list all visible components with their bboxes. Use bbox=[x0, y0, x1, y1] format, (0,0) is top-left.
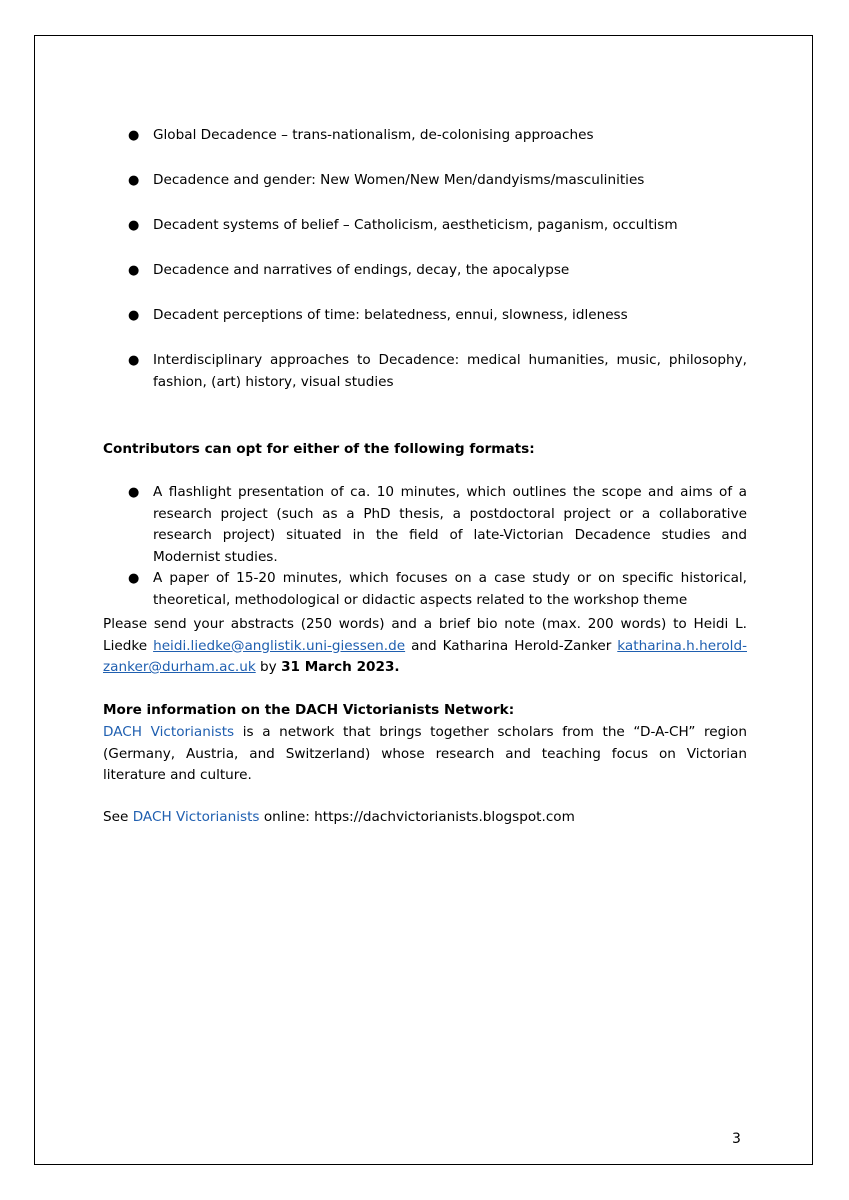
email-link-herold-zanker[interactable]: katharina.h.herold-zanker@durham.ac.uk bbox=[103, 637, 747, 675]
bullet-icon: ● bbox=[128, 218, 140, 233]
list-item: ● Interdisciplinary approaches to Decadence: medical humanities, music, philosophy, fashion, (art) history, visual studies bbox=[128, 352, 747, 390]
network-name-link[interactable]: DACH Victorianists bbox=[103, 724, 235, 740]
list-item: ● Decadence and gender: New Women/New Men/dandyisms/masculinities bbox=[103, 170, 747, 192]
list-item: ● Global Decadence – trans-nationalism, de-colonising approaches bbox=[103, 125, 747, 147]
page-number: 3 bbox=[732, 1131, 741, 1147]
bullet-icon: ● bbox=[128, 263, 140, 278]
online-paragraph: See DACH Victorianists online: https://dachvictorianists.blogspot.com bbox=[103, 809, 575, 825]
formats-list bbox=[103, 482, 747, 611]
submission-paragraph: Please send your abstracts (250 words) and a brief bio note (max. 200 words) to Heidi L. Liedke heidi.liedke@anglistik.uni-giessen.de and Katharina Herold-Zanker katharina.h.herold-zanker@durham.ac.uk by 31 March 2023. bbox=[103, 616, 747, 675]
list-item: ● Decadent systems of belief – Catholicism, aestheticism, paganism, occultism bbox=[103, 215, 747, 237]
list-item: ● Decadence and narratives of endings, decay, the apocalypse bbox=[103, 260, 747, 282]
bullet-icon: ● bbox=[128, 173, 140, 188]
email-link-liedke[interactable]: heidi.liedke@anglistik.uni-giessen.de bbox=[153, 637, 406, 654]
bullet-icon: ● bbox=[128, 128, 140, 143]
topics-list bbox=[103, 125, 747, 417]
list-item: ● A flashlight presentation of ca. 10 minutes, which outlines the scope and aims of a research project (such as a PhD thesis, a postdoctoral project or a collaborative research project) situated in the field of late-Victorian Decadence studies and Modernist studies. bbox=[128, 484, 747, 565]
bullet-icon: ● bbox=[128, 353, 140, 368]
bullet-icon: ● bbox=[128, 308, 140, 323]
bullet-icon: ● bbox=[128, 485, 140, 500]
deadline: 31 March 2023. bbox=[281, 659, 400, 675]
bullet-icon: ● bbox=[128, 571, 140, 586]
network-paragraph: DACH Victorianists is a network that brings together scholars from the “D-A-CH” region (Germany, Austria, and Switzerland) whose research and teaching focus on Victorian literature and culture. bbox=[103, 724, 747, 783]
list-item: ● Decadent perceptions of time: belatedness, ennui, slowness, idleness bbox=[103, 305, 747, 327]
list-item: ● A paper of 15-20 minutes, which focuses on a case study or on specific historical, theoretical, methodological or didactic aspects related to the workshop theme bbox=[128, 570, 747, 608]
network-heading: More information on the DACH Victorianists Network: bbox=[103, 702, 515, 718]
network-online-link[interactable]: DACH Victorianists bbox=[132, 809, 260, 825]
formats-heading: Contributors can opt for either of the following formats: bbox=[103, 441, 535, 457]
